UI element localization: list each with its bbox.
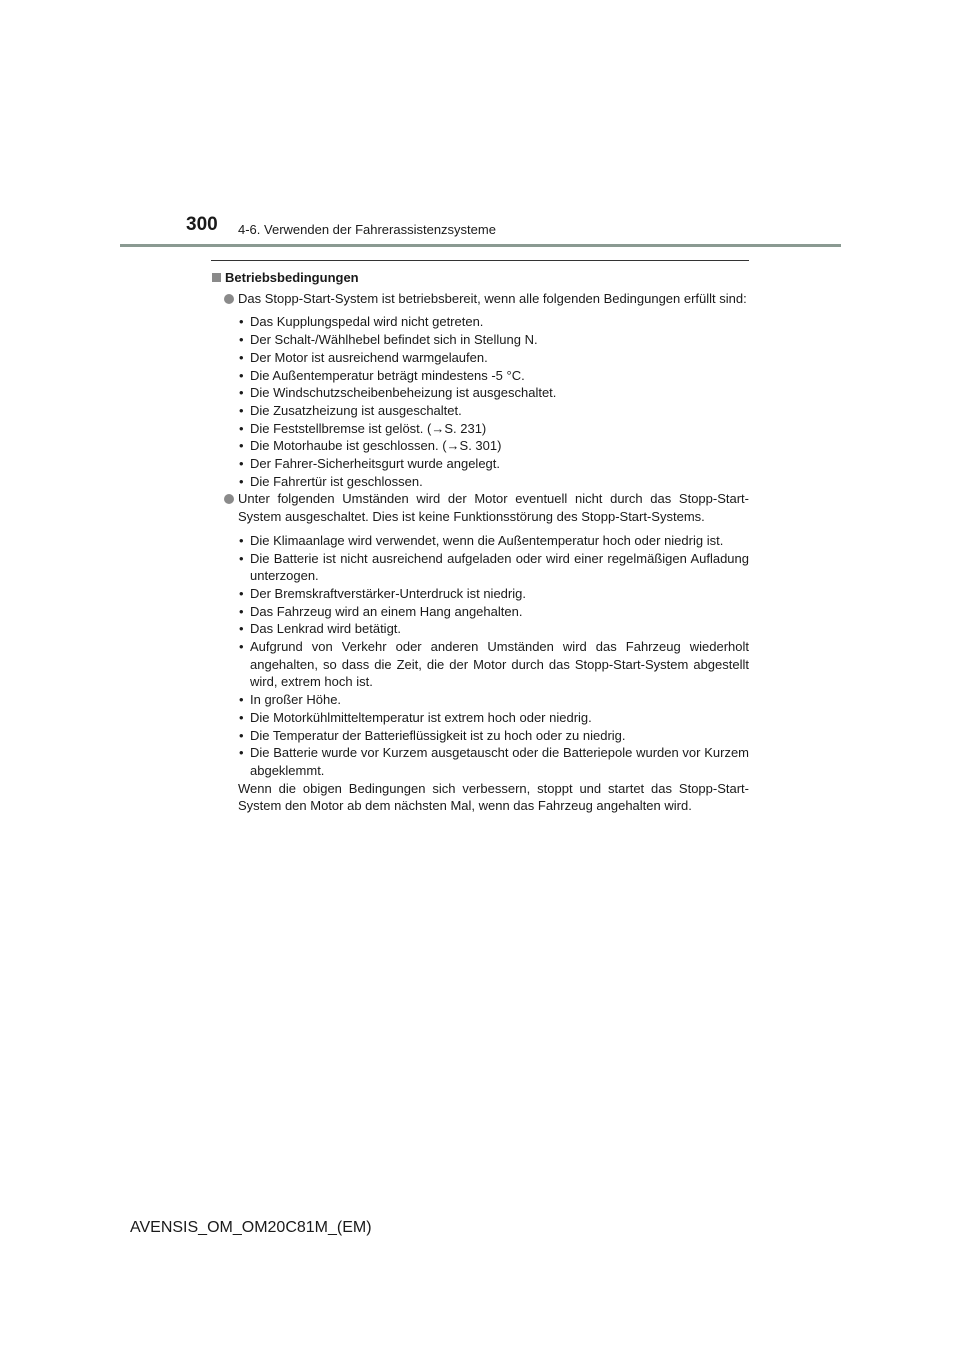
list-item: • Das Fahrzeug wird an einem Hang angehalten. (238, 603, 749, 621)
square-bullet-icon (212, 273, 221, 282)
list-item: • Das Kupplungspedal wird nicht getreten. (238, 313, 749, 331)
operating-conditions-list (211, 313, 749, 490)
list-item: • Die Feststellbremse ist gelöst. (→S. 231) (238, 420, 749, 438)
condition-point-1 (211, 290, 749, 308)
list-item: • Aufgrund von Verkehr oder anderen Umständen wird das Fahrzeug wiederholt angehalten, so dass die Zeit, die der Motor durch das Stopp-Start-System abgestellt wird, extrem hoch ist. (238, 638, 749, 691)
list-item: • Die Außentemperatur beträgt mindestens -5 °C. (238, 367, 749, 385)
list-item: • Die Fahrertür ist geschlossen. (238, 473, 749, 491)
list-item: • Der Fahrer-Sicherheitsgurt wurde angelegt. (238, 455, 749, 473)
section-heading (211, 269, 749, 287)
list-item: • Die Windschutzscheibenbeheizung ist ausgeschaltet. (238, 384, 749, 402)
closing-note: Wenn die obigen Bedingungen sich verbessern, stoppt und startet das Stopp-Start-System den Motor ab dem nächsten Mal, wenn das Fahrzeug angehalten wird. (238, 780, 749, 814)
list-item: • Die Motorhaube ist geschlossen. (→S. 301) (238, 437, 749, 455)
list-item: • Der Bremskraftverstärker-Unterdruck ist niedrig. (238, 585, 749, 603)
list-item: • Der Motor ist ausreichend warmgelaufen. (238, 349, 749, 367)
list-item: • Die Motorkühlmitteltemperatur ist extrem hoch oder niedrig. (238, 709, 749, 727)
list-item: • Die Batterie wurde vor Kurzem ausgetauscht oder die Batteriepole wurden vor Kurzem abgeklemmt. (238, 744, 749, 779)
section-heading-text: Betriebsbedingungen (225, 270, 359, 285)
section-rule (211, 260, 749, 261)
list-item: • Die Batterie ist nicht ausreichend aufgeladen oder wird einer regelmäßigen Aufladung unterzogen. (238, 550, 749, 585)
condition-point-1-text: Das Stopp-Start-System ist betriebsbereit, wenn alle folgenden Bedingungen erfüllt sind: (238, 290, 747, 306)
chapter-title: 4-6. Verwenden der Fahrerassistenzsysteme (238, 222, 496, 237)
list-item: • Die Temperatur der Batterieflüssigkeit ist zu hoch oder zu niedrig. (238, 727, 749, 745)
list-item: • Die Klimaanlage wird verwendet, wenn die Außentemperatur hoch oder niedrig ist. (238, 532, 749, 550)
list-item: • Die Zusatzheizung ist ausgeschaltet. (238, 402, 749, 420)
list-item: • Der Schalt-/Wählhebel befindet sich in Stellung N. (238, 331, 749, 349)
page-number: 300 (186, 214, 218, 235)
circle-bullet-icon (224, 294, 234, 304)
footer-document-code: AVENSIS_OM_OM20C81M_(EM) (130, 1219, 372, 1236)
condition-point-2-text: Unter folgenden Umständen wird der Motor eventuell nicht durch das Stopp-Start-System ausgeschaltet. Dies ist keine Funktionsstörung des Stopp-Start-Systems. (238, 491, 749, 525)
list-item: • Das Lenkrad wird betätigt. (238, 620, 749, 638)
header-rule (120, 244, 841, 247)
list-item: • In großer Höhe. (238, 691, 749, 709)
content (211, 269, 749, 815)
circle-bullet-icon (224, 494, 234, 504)
exception-conditions-list (211, 532, 749, 780)
condition-point-2 (211, 490, 749, 525)
